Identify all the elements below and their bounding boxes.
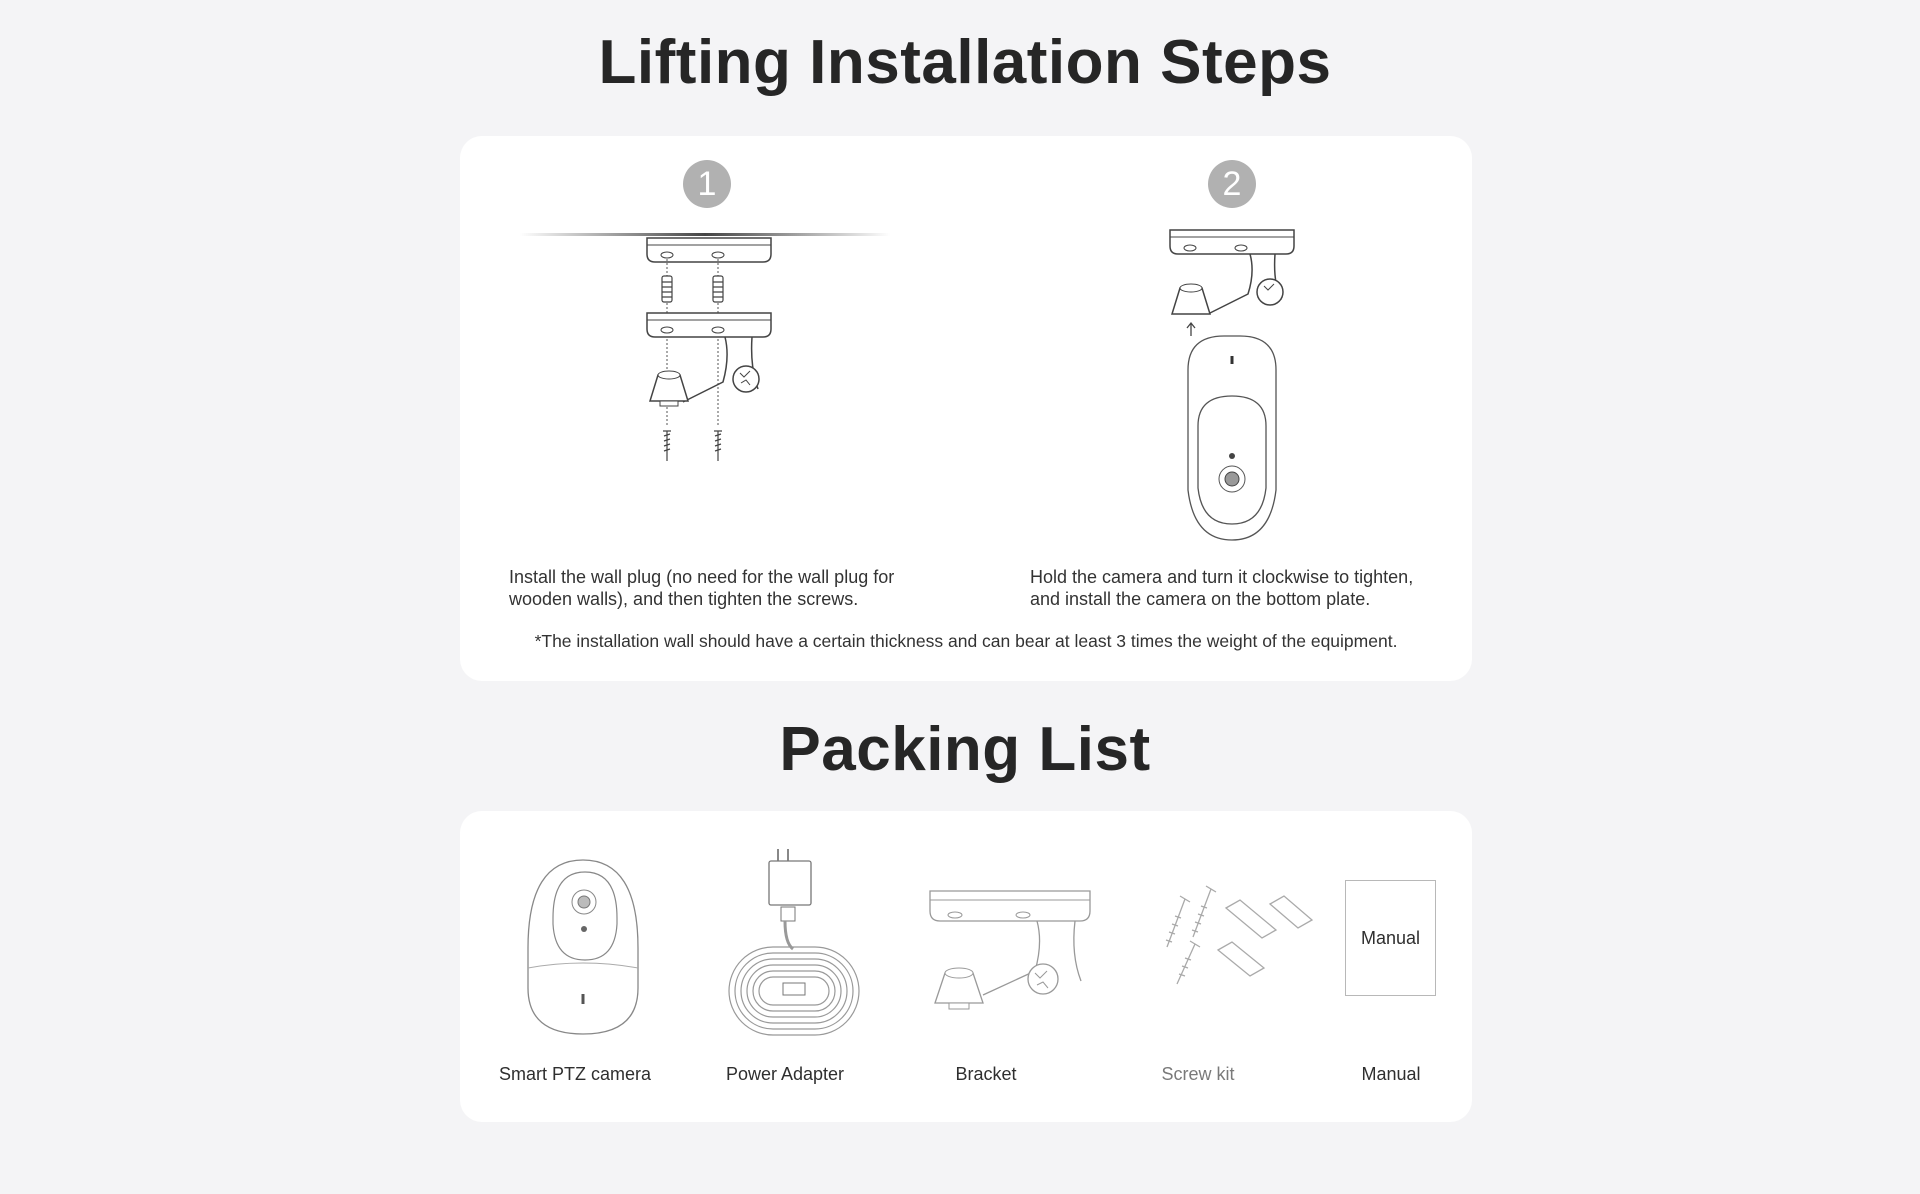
step-2-line-2: and install the camera on the bottom plate. bbox=[1030, 589, 1371, 609]
packing-list-title: Packing List bbox=[779, 715, 1151, 784]
bracket-icon bbox=[925, 889, 1100, 1019]
item-label-power-adapter: Power Adapter bbox=[725, 1064, 845, 1084]
installation-title: Lifting Installation Steps bbox=[598, 28, 1332, 97]
step-2-line-1: Hold the camera and turn it clockwise to tighten, bbox=[1030, 567, 1414, 587]
step-2-badge: 2 bbox=[1208, 160, 1256, 208]
installation-note: *The installation wall should have a certain thickness and can bear at least 3 times the weight of the equipment. bbox=[534, 631, 1398, 651]
step-1-description bbox=[509, 566, 894, 610]
manual-icon: Manual bbox=[1345, 880, 1436, 996]
power-adapter-icon bbox=[725, 847, 865, 1037]
camera-icon bbox=[520, 858, 646, 1038]
step-1-illustration bbox=[520, 231, 900, 611]
installation-card bbox=[460, 136, 1472, 681]
screw-kit-icon bbox=[1160, 886, 1320, 996]
item-label-screw-kit: Screw kit bbox=[1161, 1064, 1235, 1084]
item-label-manual: Manual bbox=[1361, 1064, 1421, 1084]
step-1-line-1: Install the wall plug (no need for the wall plug for bbox=[509, 567, 895, 587]
step-1-line-2: wooden walls), and then tighten the screws. bbox=[509, 589, 859, 609]
step-1-badge: 1 bbox=[683, 160, 731, 208]
item-label-bracket: Bracket bbox=[955, 1064, 1017, 1084]
step-2-description bbox=[1030, 566, 1413, 610]
packing-list-card bbox=[460, 811, 1472, 1122]
item-label-camera: Smart PTZ camera bbox=[498, 1064, 652, 1084]
